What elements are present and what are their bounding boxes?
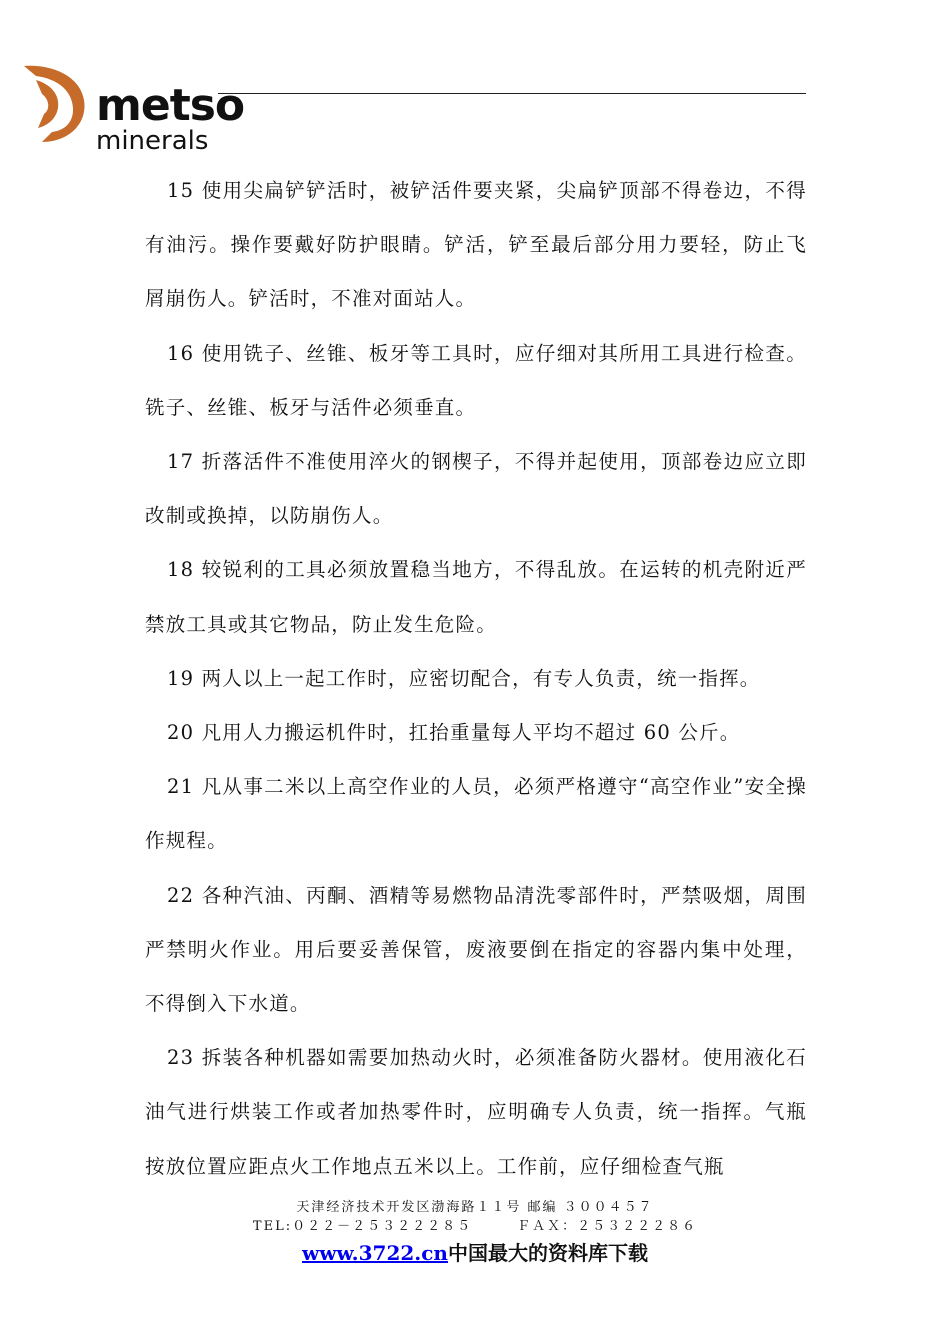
paragraph-16: 16 使用铣子、丝锥、板牙等工具时，应仔细对其所用工具进行检查。铣子、丝锥、板牙与活件必须垂直。	[145, 341, 807, 419]
page-footer	[0, 1198, 950, 1266]
footer-address: 天津经济技术开发区渤海路１１号 邮编 ３００４５７	[296, 1200, 654, 1215]
paragraph-15: 15 使用尖扁铲铲活时，被铲活件要夹紧，尖扁铲顶部不得卷边，不得有油污。操作要戴好防护眼睛。铲活，铲至最后部分用力要轻，防止飞屑崩伤人。铲活时，不准对面站人。	[145, 179, 807, 311]
metso-minerals-logo	[22, 62, 252, 162]
metso-logo-icon	[22, 62, 92, 144]
logo-subtitle: minerals	[96, 126, 209, 156]
paragraph-17: 17 折落活件不准使用淬火的钢楔子，不得并起使用，顶部卷边应立即改制或换掉，以防崩伤人。	[145, 450, 807, 528]
website-link[interactable]: www.3722.cn	[302, 1241, 448, 1265]
paragraph-22: 22 各种汽油、丙酮、酒精等易燃物品清洗零部件时，严禁吸烟，周围严禁明火作业。用后要妥善保管，废液要倒在指定的容器内集中处理，不得倒入下水道。	[145, 883, 807, 1016]
paragraph-20: 20 凡用人力搬运机件时，扛抬重量每人平均不超过 60 公斤。	[167, 721, 741, 745]
logo-wordmark: metso	[96, 80, 245, 131]
footer-tagline: 中国最大的资料库下载	[447, 1241, 648, 1265]
document-body	[145, 164, 807, 1194]
paragraph-23: 23 拆装各种机器如需要加热动火时，必须准备防火器材。使用液化石油气进行烘装工作或者加热零件时，应明确专人负责，统一指挥。气瓶按放位置应距点火工作地点五米以上。工作前，应仔细检查气瓶	[145, 1046, 807, 1178]
paragraph-18: 18 较锐利的工具必须放置稳当地方，不得乱放。在运转的机壳附近严禁放工具或其它物品，防止发生危险。	[145, 558, 807, 636]
paragraph-21: 21 凡从事二米以上高空作业的人员，必须严格遵守“高空作业”安全操作规程。	[145, 775, 807, 853]
footer-link-line	[0, 1240, 950, 1266]
header-divider	[218, 93, 806, 94]
paragraph-19: 19 两人以上一起工作时，应密切配合，有专人负责，统一指挥。	[167, 666, 761, 690]
footer-phone-fax: TEL:０２２－２５３２２２８５ ＦＡＸ：２５３２２２８６	[252, 1219, 698, 1234]
